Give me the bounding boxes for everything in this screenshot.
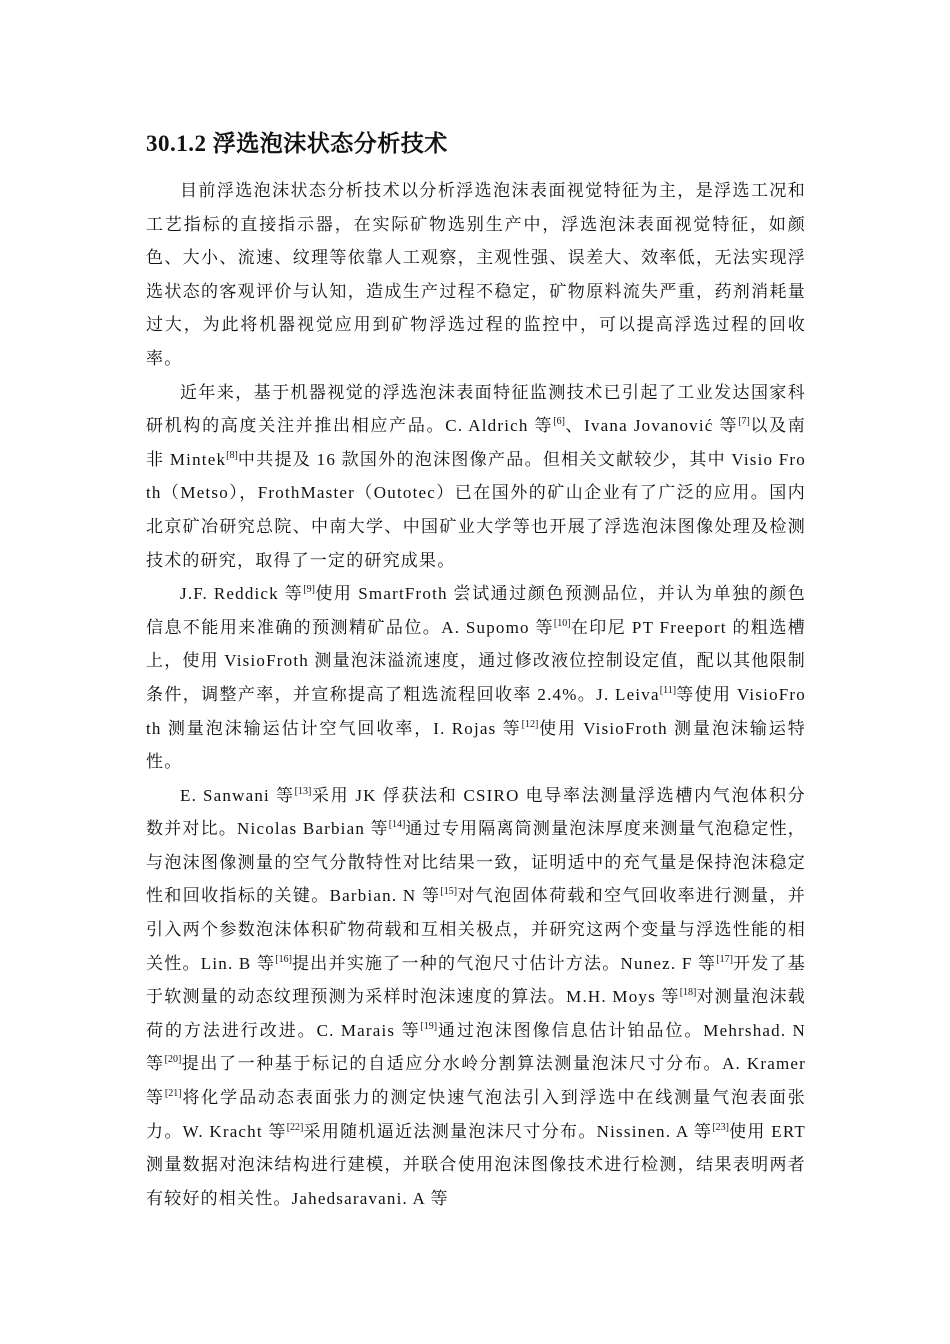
paragraph-text: J.F. Reddick 等 [180,584,304,604]
paragraph-text: 在印尼 PT Freeport 的粗选槽上，使用 VisioFroth 测量泡沫溢流速度，通过修改液位控制设定值，配以其他限制条件，调整产率，并宣称提高了粗选流程回收率 2.4%。J. Leiva [146,617,806,704]
paragraph-text: 提出了一种基于标记的自适应分水岭分割算法测量泡沫尺寸分布。A. Kramer 等 [146,1054,806,1108]
paragraph-2 [146,376,806,578]
paragraph-text: 使用 VisioFroth 测量泡沫输运特性。 [146,718,806,772]
document-page [146,128,806,1215]
citation-ref: [7] [738,416,750,428]
citation-ref: [9] [303,584,315,596]
paragraph-text: 通过泡沫图像信息估计铂品位。Mehrshad. N 等 [146,1020,807,1074]
citation-ref: [19] [420,1020,438,1032]
paragraph-text: E. Sanwani 等 [180,785,295,805]
paragraph-4 [146,779,806,1216]
citation-ref: [22] [286,1121,304,1133]
citation-ref: [18] [679,987,697,999]
paragraph-text: 通过专用隔离筒测量泡沫厚度来测量气泡稳定性，与泡沫图像测量的空气分散特性对比结果一致，证明适中的充气量是保持泡沫稳定性和回收指标的关键。Barbian. N 等 [146,819,806,906]
citation-ref: [21] [164,1088,182,1100]
paragraph-text: 采用 JK 俘获法和 CSIRO 电导率法测量浮选槽内气泡体积分数并对比。Nicolas Barbian 等 [146,785,806,839]
paragraph-text: 目前浮选泡沫状态分析技术以分析浮选泡沫表面视觉特征为主，是浮选工况和工艺指标的直接指示器，在实际矿物选别生产中，浮选泡沫表面视觉特征，如颜色、大小、流速、纹理等依靠人工观察，主观性强、误差大、效率低，无法实现浮选状态的客观评价与认知，造成生产过程不稳定，矿物原料流失严重，药剂消耗量过大，为此将机器视觉应用到矿物浮选过程的监控中，可以提高浮选过程的回收率。 [146,181,806,368]
paragraph-3 [146,577,806,779]
paragraph-text: 使用 ERT 测量数据对泡沫结构进行建模，并联合使用泡沫图像技术进行检测，结果表明两者有较好的相关性。Jahedsaravani. A 等 [146,1121,806,1208]
paragraph-text: 对测量泡沫载荷的方法进行改进。C. Marais 等 [146,987,806,1040]
citation-ref: [23] [712,1121,729,1133]
paragraph-text: 中共提及 16 款国外的泡沫图像产品。但相关文献较少，其中 Visio Froth（Metso），FrothMaster（Outotec）已在国外的矿山企业有了广泛的应用。国内北京矿冶研究总院、中南大学、中国矿业大学等也开展了浮选泡沫图像处理及检测技术的研究，取得了一定的研究成果。 [146,449,806,570]
paragraph-text: 等使用 VisioFroth 测量泡沫输运估计空气回收率，I. Rojas 等 [146,684,806,738]
citation-ref: [16] [275,953,292,965]
citation-ref: [15] [440,886,458,898]
citation-ref: [14] [388,819,406,831]
citation-ref: [12] [521,718,539,730]
paragraph-text: 、Ivana Jovanović 等 [564,416,739,436]
paragraph-text: 提出并实施了一种的气泡尺寸估计方法。Nunez. F 等 [291,953,717,973]
citation-ref: [6] [553,416,565,428]
paragraph-text: 使用 SmartFroth 尝试通过颜色预测品位，并认为单独的颜色信息不能用来准确的预测精矿品位。A. Supomo 等 [146,584,806,637]
citation-ref: [8] [226,449,238,461]
paragraph-text: 开发了基于软测量的动态纹理预测为采样时泡沫速度的算法。M.H. Moys 等 [146,953,806,1007]
paragraph-text: 采用随机逼近法测量泡沫尺寸分布。Nissinen. A 等 [303,1121,713,1141]
paragraph-text: 对气泡固体荷载和空气回收率进行测量，并引入两个参数泡沫体积矿物荷载和互相关极点，并研究这两个变量与浮选性能的相关性。Lin. B 等 [146,886,806,973]
paragraph-text: 近年来，基于机器视觉的浮选泡沫表面特征监测技术已引起了工业发达国家科研机构的高度关注并推出相应产品。C. Aldrich 等 [146,382,806,436]
citation-ref: [17] [716,953,733,965]
paragraph-1 [146,174,806,376]
citation-ref: [10] [553,617,571,629]
citation-ref: [13] [294,785,312,797]
section-heading: 30.1.2 浮选泡沫状态分析技术 [146,131,448,156]
citation-ref: [20] [164,1054,182,1066]
paragraph-text: 以及南非 Mintek [146,416,806,469]
citation-ref: [11] [659,684,677,696]
paragraph-text: 将化学品动态表面张力的测定快速气泡法引入到浮选中在线测量气泡表面张力。W. Kracht 等 [146,1088,806,1141]
